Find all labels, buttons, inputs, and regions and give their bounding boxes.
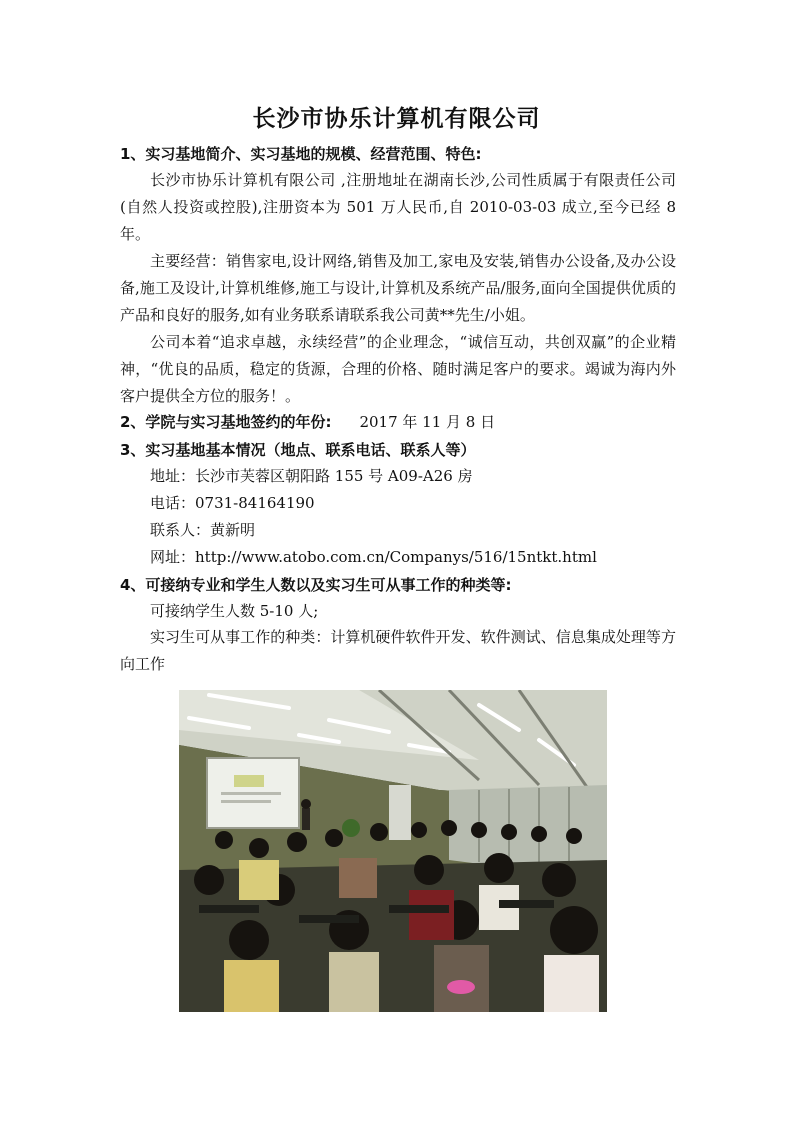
signing-date: 2017 年 11 月 8 日 (359, 413, 496, 431)
section1-paragraph-intro: 长沙市协乐计算机有限公司 ,注册地址在湖南长沙,公司性质属于有限责任公司(自然人投资或控股),注册资本为 501 万人民币,自 2010-03-03 成立,至今已经 8 年。 (120, 171, 676, 243)
section1-paragraph-philosophy: 公司本着“追求卓越，永续经营”的企业理念，“诚信互动，共创双赢”的企业精神，“优良的品质，稳定的货源，合理的价格、随时满足客户的要求。竭诚为海内外客户提供全方位的服务！。 (120, 333, 676, 405)
capacity-line: 可接纳学生人数 5-10 人; (150, 602, 319, 620)
address-line: 地址：长沙市芙蓉区朝阳路 155 号 A09-A26 房 (150, 467, 473, 485)
contact-line: 联系人：黄新明 (150, 521, 256, 539)
work-types-paragraph: 实习生可从事工作的种类：计算机硬件软件开发、软件测试、信息集成处理等方向工作 (120, 628, 676, 673)
section2-heading-label: 2、学院与实习基地签约的年份: (120, 413, 332, 431)
section1-heading: 1、实习基地简介、实习基地的规模、经营范围、特色: (120, 145, 482, 163)
phone-line: 电话：0731-84164190 (150, 494, 315, 512)
section2-heading (120, 411, 495, 432)
page-title: 长沙市协乐计算机有限公司 (252, 106, 541, 132)
section4-heading: 4、可接纳专业和学生人数以及实习生可从事工作的种类等: (120, 576, 512, 594)
section1-paragraph-business: 主要经营：销售家电,设计网络,销售及加工,家电及安装,销售办公设备,及办公设备,施工及设计,计算机维修,施工与设计,计算机及系统产品/服务,面向全国提供优质的产品和良好的服务,如有业务联系请联系我公司黄**先生/小姐。 (120, 252, 676, 324)
section3-heading: 3、实习基地基本情况（地点、联系电话、联系人等） (120, 441, 476, 459)
website-line: 网址：http://www.atobo.com.cn/Companys/516/15ntkt.html (150, 548, 597, 566)
classroom-photo (179, 690, 607, 1012)
